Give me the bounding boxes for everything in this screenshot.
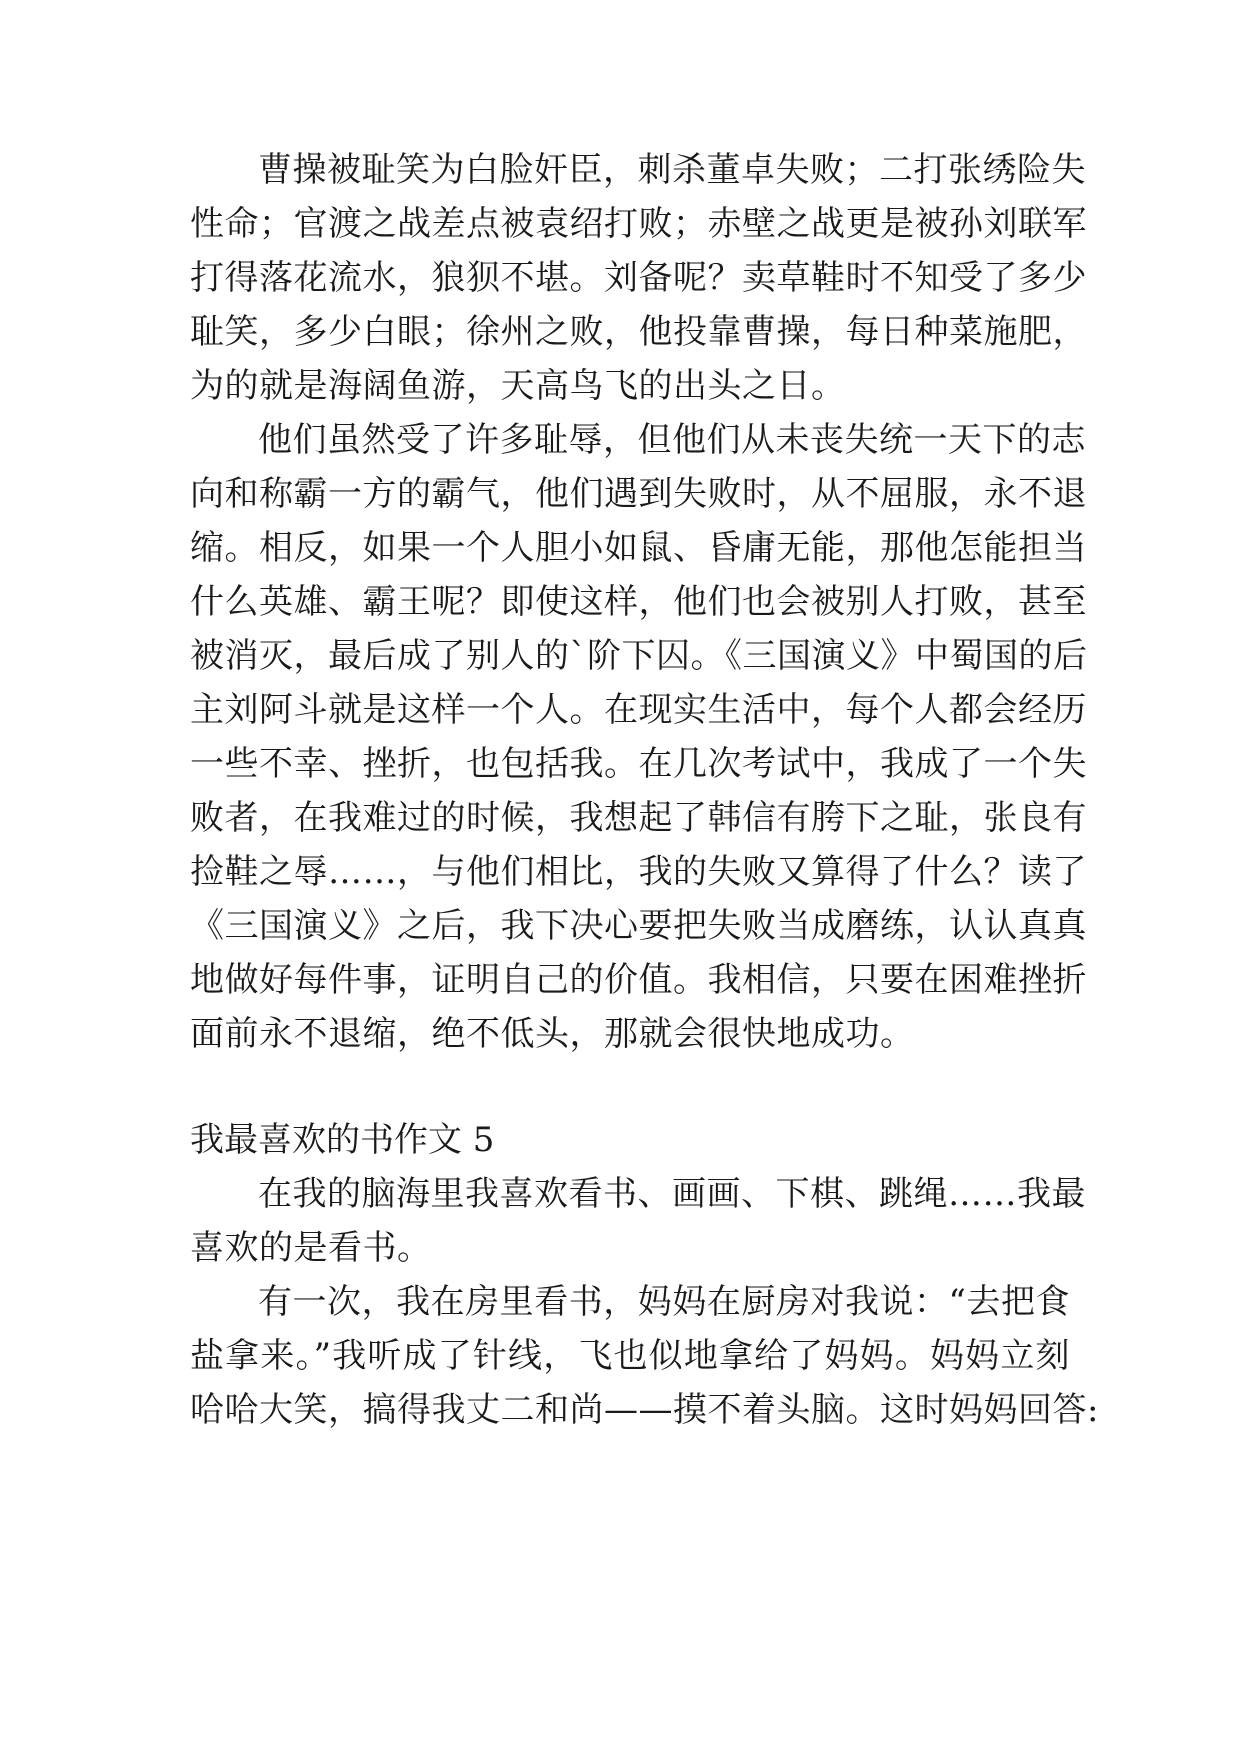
- text-line: 哈哈大笑，搞得我丈二和尚——摸不着头脑。这时妈妈回答:: [190, 1390, 1099, 1430]
- text-line: 性命；官渡之战差点被袁绍打败；赤壁之战更是被孙刘联军: [190, 204, 1087, 244]
- text-line: 喜欢的是看书。: [190, 1228, 432, 1268]
- text-line: 曹操被耻笑为白脸奸臣，刺杀董卓失败；二打张绣险失: [258, 150, 1086, 190]
- text-line: 捡鞋之辱……，与他们相比，我的失败又算得了什么？读了: [190, 852, 1087, 892]
- text-line: 主刘阿斗就是这样一个人。在现实生活中，每个人都会经历: [190, 690, 1087, 730]
- text-line: 什么英雄、霸王呢？即使这样，他们也会被别人打败，甚至: [190, 582, 1087, 622]
- text-line: 缩。相反，如果一个人胆小如鼠、昏庸无能，那他怎能担当: [190, 528, 1087, 568]
- text-line: 打得落花流水，狼狈不堪。刘备呢？卖草鞋时不知受了多少: [190, 258, 1087, 298]
- text-line: 败者，在我难过的时候，我想起了韩信有胯下之耻，张良有: [190, 798, 1087, 838]
- text-line: 为的就是海阔鱼游，天高鸟飞的出头之日。: [190, 366, 846, 406]
- section-title: 我最喜欢的书作文 5: [190, 1120, 495, 1160]
- text-line: 地做好每件事，证明自己的价值。我相信，只要在困难挫折: [190, 960, 1087, 1000]
- text-line: 盐拿来。”我听成了针线，飞也似地拿给了妈妈。妈妈立刻: [190, 1336, 1070, 1376]
- text-line: 有一次，我在房里看书，妈妈在厨房对我说：“去把食: [258, 1282, 1070, 1322]
- text-line: 在我的脑海里我喜欢看书、画画、下棋、跳绳……我最: [258, 1174, 1086, 1214]
- text-line: 耻笑，多少白眼；徐州之败，他投靠曹操，每日种菜施肥，: [190, 312, 1087, 352]
- text-line: 他们虽然受了许多耻辱，但他们从未丧失统一天下的志: [258, 420, 1086, 460]
- text-line: 面前永不退缩，绝不低头，那就会很快地成功。: [190, 1014, 915, 1054]
- text-line: 一些不幸、挫折，也包括我。在几次考试中，我成了一个失: [190, 744, 1087, 784]
- text-line: 向和称霸一方的霸气，他们遇到失败时，从不屈服，永不退: [190, 474, 1087, 514]
- text-line: 《三国演义》之后，我下决心要把失败当成磨练，认认真真: [190, 906, 1087, 946]
- text-line: 被消灭，最后成了别人的`阶下囚。《三国演义》中蜀国的后: [190, 636, 1088, 676]
